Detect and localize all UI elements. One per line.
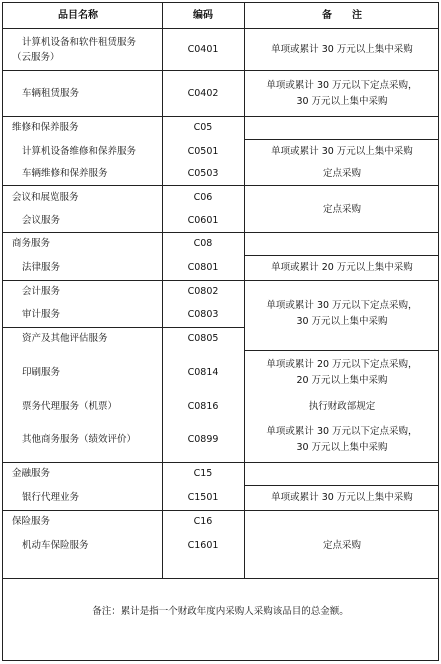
item-remark: 单项或累计 30 万元以上集中采购 xyxy=(271,146,413,157)
category-code: C05 xyxy=(193,122,213,133)
item-code: C1601 xyxy=(187,540,219,551)
row-divider xyxy=(2,462,439,463)
item-remark: 单项或累计 30 万元以下定点采购， xyxy=(266,80,418,91)
category-name: 商务服务 xyxy=(12,238,51,249)
item-code: C0814 xyxy=(187,367,219,378)
table-bottom-line xyxy=(2,578,439,579)
category-code: C16 xyxy=(193,516,213,527)
row-divider xyxy=(244,350,439,351)
item-name: 银行代理业务 xyxy=(22,492,80,503)
header-name: 品目名称 xyxy=(58,10,98,21)
item-name: 车辆租赁服务 xyxy=(22,88,80,99)
item-code: C0816 xyxy=(187,401,219,412)
item-name: 其他商务服务（绩效评价） xyxy=(22,434,137,445)
item-code: C0402 xyxy=(187,88,219,99)
item-remark: 单项或累计 30 万元以上集中采购 xyxy=(271,44,413,55)
item-name: 法律服务 xyxy=(22,262,61,273)
item-remark: 30 万元以上集中采购 xyxy=(296,442,388,453)
category-name: 维修和保养服务 xyxy=(12,122,79,133)
item-name: 计算机设备和软件租赁服务 xyxy=(22,37,137,48)
item-remark: 单项或累计 20 万元以下定点采购， xyxy=(266,359,418,370)
item-name: 审计服务 xyxy=(22,309,61,320)
row-divider xyxy=(2,70,439,71)
item-code: C0601 xyxy=(187,215,219,226)
item-code: C0802 xyxy=(187,286,219,297)
row-divider xyxy=(2,185,439,186)
item-code: C0801 xyxy=(187,262,219,273)
item-name: 车辆维修和保养服务 xyxy=(22,168,108,179)
item-name: 资产及其他评估服务 xyxy=(22,333,108,344)
item-remark: 单项或累计 30 万元以上集中采购 xyxy=(271,492,413,503)
row-divider xyxy=(244,255,439,256)
header-remark: 备 注 xyxy=(322,10,362,21)
item-code: C0501 xyxy=(187,146,219,157)
row-divider xyxy=(2,280,439,281)
category-code: C15 xyxy=(193,468,213,479)
item-remark: 定点采购 xyxy=(322,168,361,179)
row-divider xyxy=(2,116,439,117)
item-code: C0805 xyxy=(187,333,219,344)
category-name: 金融服务 xyxy=(12,468,51,479)
item-name: 会计服务 xyxy=(22,286,61,297)
category-code: C08 xyxy=(193,238,213,249)
row-divider xyxy=(244,139,439,140)
item-remark: 20 万元以上集中采购 xyxy=(296,375,388,386)
item-remark: 单项或累计 30 万元以下定点采购， xyxy=(266,426,418,437)
item-remark: 单项或累计 20 万元以上集中采购 xyxy=(271,262,413,273)
item-remark: 执行财政部规定 xyxy=(308,401,376,412)
item-name-note: （云服务） xyxy=(12,52,60,63)
item-name: 会议服务 xyxy=(22,215,61,226)
item-remark: 30 万元以上集中采购 xyxy=(296,96,388,107)
header-code: 编码 xyxy=(193,10,213,21)
item-name: 计算机设备维修和保养服务 xyxy=(22,146,137,157)
item-code: C1501 xyxy=(187,492,219,503)
row-divider xyxy=(2,510,439,511)
item-name: 票务代理服务（机票） xyxy=(22,401,118,412)
item-remark: 定点采购 xyxy=(322,540,361,551)
category-name: 会议和展览服务 xyxy=(12,192,79,203)
item-name: 机动车保险服务 xyxy=(22,540,89,551)
item-code: C0899 xyxy=(187,434,219,445)
row-divider xyxy=(2,232,439,233)
category-name: 保险服务 xyxy=(12,516,51,527)
category-code: C06 xyxy=(193,192,213,203)
footnote: 备注：累计是指一个财政年度内采购人采购该品目的总金额。 xyxy=(92,606,349,617)
item-code: C0803 xyxy=(187,309,219,320)
item-code: C0503 xyxy=(187,168,219,179)
row-divider xyxy=(244,485,439,486)
row-divider xyxy=(2,327,244,328)
item-name: 印刷服务 xyxy=(22,367,61,378)
item-remark: 单项或累计 30 万元以下定点采购， xyxy=(266,300,418,311)
header-divider xyxy=(2,28,439,29)
item-remark: 30 万元以上集中采购 xyxy=(296,316,388,327)
item-code: C0401 xyxy=(187,44,219,55)
item-remark: 定点采购 xyxy=(322,204,361,215)
